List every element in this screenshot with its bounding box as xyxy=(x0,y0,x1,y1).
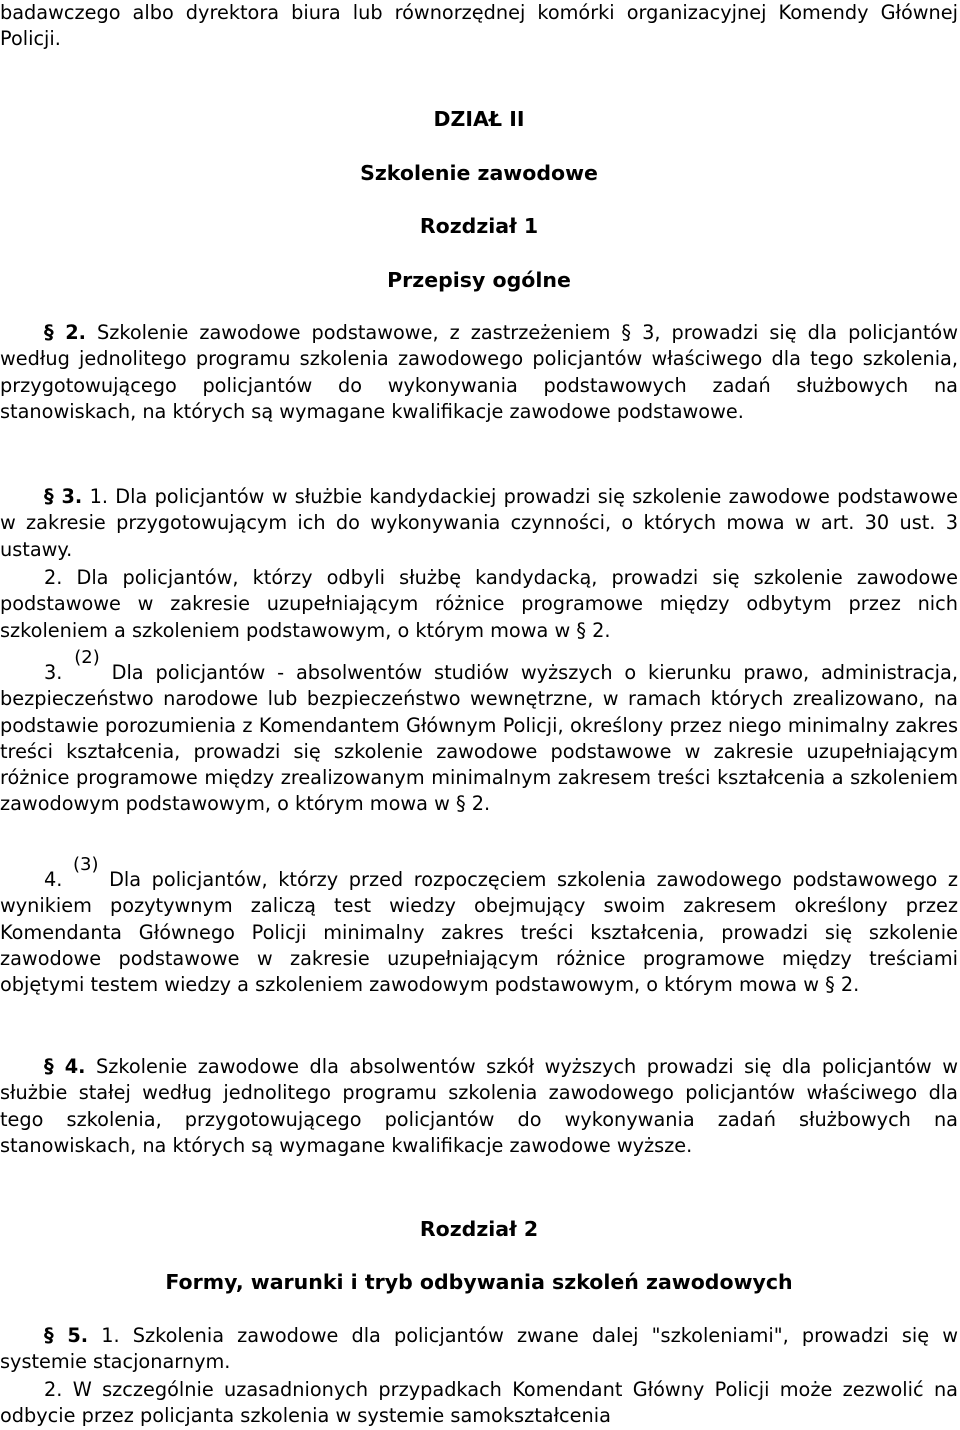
paragraph-3-marker: § 3. xyxy=(44,485,83,508)
section-text: Dla policjantów w służbie kandydackiej prowadzi się szkolenie zawodowe podstawowe w zakresie przygotowującym ich do wykonywania czynności, o których mowa w art. 30 ust. 3 ustawy. xyxy=(0,485,958,561)
section-number: 2. xyxy=(44,566,63,589)
paragraph-2 xyxy=(0,320,958,425)
section-number: 1. xyxy=(89,485,108,508)
section-number: 2. xyxy=(44,1378,63,1401)
intro-paragraph: badawczego albo dyrektora biura lub równorzędnej komórki organizacyjnej Komendy Głównej Policji. xyxy=(0,1,958,51)
paragraph-4-marker: § 4. xyxy=(44,1055,86,1078)
paragraph-2-text: Szkolenie zawodowe podstawowe, z zastrzeżeniem § 3, prowadzi się dla policjantów według jednolitego programu szkolenia zawodowego policjantów właściwego dla tego szkolenia, przygotowującego policjantów do wykonywania podstawowych zadań służbowych na stanowiskach, na których są wymagane kwalifikacje zawodowe podstawowe. xyxy=(0,321,958,423)
section-text: W szczególnie uzasadnionych przypadkach Komendant Główny Policji może zezwolić na odbycie przez policjanta szkolenia w systemie samokształcenia xyxy=(0,1378,958,1428)
paragraph-5-section-2 xyxy=(0,1377,958,1430)
chapter-2-heading: Rozdział 2 xyxy=(419,1217,539,1241)
section-number: 1. xyxy=(101,1324,120,1347)
paragraph-3-section-4 xyxy=(0,854,958,998)
section-text: Dla policjantów, którzy przed rozpoczęciem szkolenia zawodowego podstawowego z wynikiem pozytywnym zaliczą test wiedzy obejmujący swoim zakresem określony przez Komendanta Głównego Policji minimalny zakres treści kształcenia, prowadzi się szkolenie zawodowe podstawowe w zakresie uzupełniającym różnice programowe między treściami objętymi testem wiedzy a szkoleniem zawodowym podstawowym, o którym mowa w § 2. xyxy=(0,868,958,997)
section-text: Szkolenia zawodowe dla policjantów zwane dalej "szkoleniami", prowadzi się w systemie stacjonarnym. xyxy=(0,1324,958,1374)
section-number: 3. xyxy=(44,661,63,684)
chapter-1-heading: Rozdział 1 xyxy=(419,214,539,238)
paragraph-4 xyxy=(0,1054,958,1159)
paragraph-2-marker: § 2. xyxy=(44,321,86,344)
paragraph-3-section-3 xyxy=(0,647,958,818)
paragraph-5-section-1 xyxy=(0,1323,958,1376)
chapter-1-title: Przepisy ogólne xyxy=(387,268,571,292)
division-heading: DZIAŁ II xyxy=(433,107,525,131)
paragraph-3-section-2 xyxy=(0,565,958,644)
section-number: 4. xyxy=(44,868,63,891)
paragraph-5-marker: § 5. xyxy=(44,1324,89,1347)
section-text: Dla policjantów - absolwentów studiów wyższych o kierunku prawo, administracja, bezpieczeństwo narodowe lub bezpieczeństwo wewnętrzne, w ramach których zrealizowano, na podstawie porozumienia z Komendantem Głównym Policji, określony przez niego minimalny zakres treści kształcenia, prowadzi się szkolenie zawodowe podstawowe w zakresie uzupełniającym różnice programowe między zrealizowanym minimalnym zakresem treści kształcenia a szkoleniem zawodowym podstawowym, o którym mowa w § 2. xyxy=(0,661,958,816)
chapter-2-title: Formy, warunki i tryb odbywania szkoleń zawodowych xyxy=(165,1270,793,1294)
footnote-reference: (3) xyxy=(72,854,99,875)
paragraph-3-section-1 xyxy=(0,484,958,563)
division-title: Szkolenie zawodowe xyxy=(360,161,598,185)
paragraph-4-text: Szkolenie zawodowe dla absolwentów szkół wyższych prowadzi się dla policjantów w służbie stałej według jednolitego programu szkolenia zawodowego policjantów właściwego dla tego szkolenia, przygotowującego policjantów do wykonywania zadań służbowych na stanowiskach, na których są wymagane kwalifikacje zawodowe wyższe. xyxy=(0,1055,958,1157)
footnote-reference: (2) xyxy=(74,647,100,668)
section-text: Dla policjantów, którzy odbyli służbę kandydacką, prowadzi się szkolenie zawodowe podstawowe w zakresie uzupełniającym różnice programowe między odbytym przez nich szkoleniem a szkoleniem podstawowym, o którym mowa w § 2. xyxy=(0,566,958,642)
